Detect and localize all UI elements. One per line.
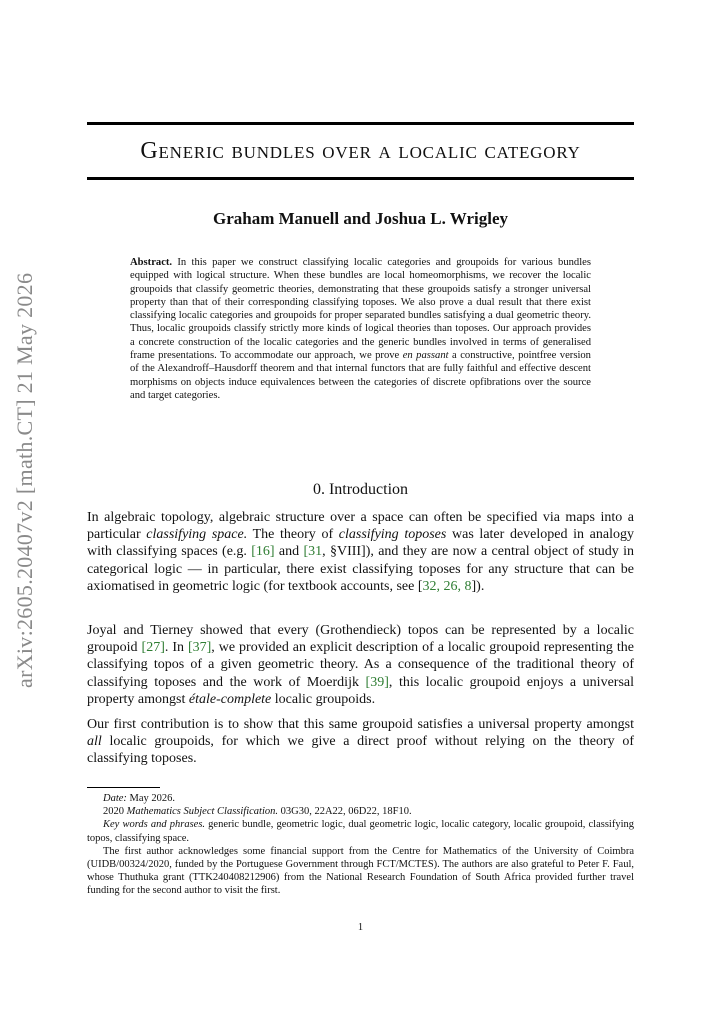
citation-16[interactable]: [16] — [251, 544, 275, 560]
footnote-msc — [87, 805, 634, 818]
p1-text-k: ]). — [471, 578, 485, 594]
paragraph-2 — [87, 622, 634, 708]
citation-39[interactable]: [39] — [365, 674, 389, 690]
arxiv-identifier: arXiv:2605.20407v2 [math.CT] 21 May 2026 — [12, 272, 37, 688]
page-number: 1 — [357, 922, 364, 933]
citation-37[interactable]: [37] — [187, 640, 212, 656]
footnote-date — [87, 792, 634, 805]
title-rule-bottom — [87, 177, 634, 180]
p1-text-c: The theory of — [252, 527, 334, 543]
abstract-italic: en passant — [402, 350, 449, 362]
p3-text-a: Our first contribution is to show that this same groupoid satisfies a universal property amongst — [87, 717, 634, 732]
p2-text-c: . In — [164, 640, 184, 656]
p1-text-g: and — [278, 544, 300, 560]
keywords-value: generic bundle, geometric logic, dual geometric logic, localic category, localic groupoid, classifying topos, classifying space. — [87, 819, 634, 844]
footnotes — [87, 792, 634, 898]
paper-title: Generic bundles over a localic category — [140, 138, 581, 164]
keywords-label: Key words and phrases. — [103, 819, 206, 831]
date-label: Date: — [103, 793, 127, 804]
p2-text-i: localic groupoids. — [274, 691, 376, 707]
msc-value: 03G30, 22A22, 06D22, 18F10. — [280, 806, 412, 818]
section-heading: 0. Introduction — [312, 481, 409, 498]
p1-text-e: was later developed in analogy with classifying spaces (e.g. — [87, 527, 634, 560]
p1-em-b: classifying space. — [146, 527, 248, 543]
msc-prefix: 2020 — [103, 806, 124, 818]
title-rule-top — [87, 122, 634, 125]
p1-text-i: , §VIII]), and they are now a central object of study in categorical logic — in particular, there exist classifying toposes for any structure that can be axiomatised in geometric logic (for textbook accounts, see [ — [87, 544, 635, 594]
p3-em-b: all — [87, 734, 102, 750]
p2-em-h: étale-complete — [188, 691, 272, 707]
p2-text-e: , we provided an explicit description of a localic groupoid representing the classifying topos of a given geometric theory. As a consequence of the traditional theory of classifying toposes and the work of Moerdijk — [87, 640, 634, 690]
abstract — [130, 256, 591, 402]
citation-31[interactable]: [31 — [303, 544, 323, 560]
paper-authors: Graham Manuell and Joshua L. Wrigley — [212, 209, 509, 228]
paragraph-1 — [87, 509, 634, 595]
citation-27[interactable]: [27] — [141, 640, 165, 656]
msc-label: Mathematics Subject Classification. — [126, 806, 278, 818]
paragraph-3 — [87, 716, 634, 768]
citation-32-26-8[interactable]: 32, 26, 8 — [422, 578, 472, 594]
p3-text-c: localic groupoids, for which we give a direct proof without relying on the theory of classifying toposes. — [87, 734, 634, 767]
footnote-acknowledgement: The first author acknowledges some financial support from the Centre for Mathematics of the University of Coimbra (UIDB/00324/2020, funded by the Portuguese Government through FCT/MCTES). The authors are also grateful to Peter F. Faul, whose Thuthuka grant (TTK240408212906) from the National Research Foundation of South Africa provided further travel funding for the second author to visit the first. — [87, 845, 634, 897]
abstract-text: In this paper we construct classifying localic categories and groupoids for various bundles equipped with logical structure. When these bundles are local homeomorphisms, we recover the localic groupoids that classify geometric theories, demonstrating that these groupoids satisfy a stronger universal property than that of their corresponding classifying toposes. We also prove a dual result that there exist classifying localic categories and groupoids for proper separated bundles satisfying a dual geometric theory. Thus, localic groupoids classify strictly more kinds of logical theories than toposes. Our approach provides a concrete construction of the localic categories and the generic bundles involved in terms of generalised frame presentations. To accommodate our approach, we prove — [130, 257, 591, 362]
p1-text-a: In algebraic topology, algebraic structure over a space can often be specified via maps into a particular — [87, 510, 634, 543]
abstract-text-end: a constructive, pointfree version of the Alexandroff–Hausdorff theorem and that internal functors that are fully faithful and effective descent morphisms on objects induce equivalences between the categories of discrete opfibrations over the source and target categories. — [130, 350, 591, 401]
footnote-keywords — [87, 818, 634, 844]
footnote-rule — [87, 787, 160, 788]
p2-text-g: , this localic groupoid enjoys a universal property amongst — [87, 674, 634, 707]
p2-text-a: Joyal and Tierney showed that every (Grothendieck) topos can be represented by a localic groupoid — [87, 623, 634, 656]
date-value: May 2026. — [129, 793, 176, 804]
p1-em-d: classifying toposes — [338, 527, 447, 543]
abstract-label: Abstract. — [130, 257, 173, 268]
